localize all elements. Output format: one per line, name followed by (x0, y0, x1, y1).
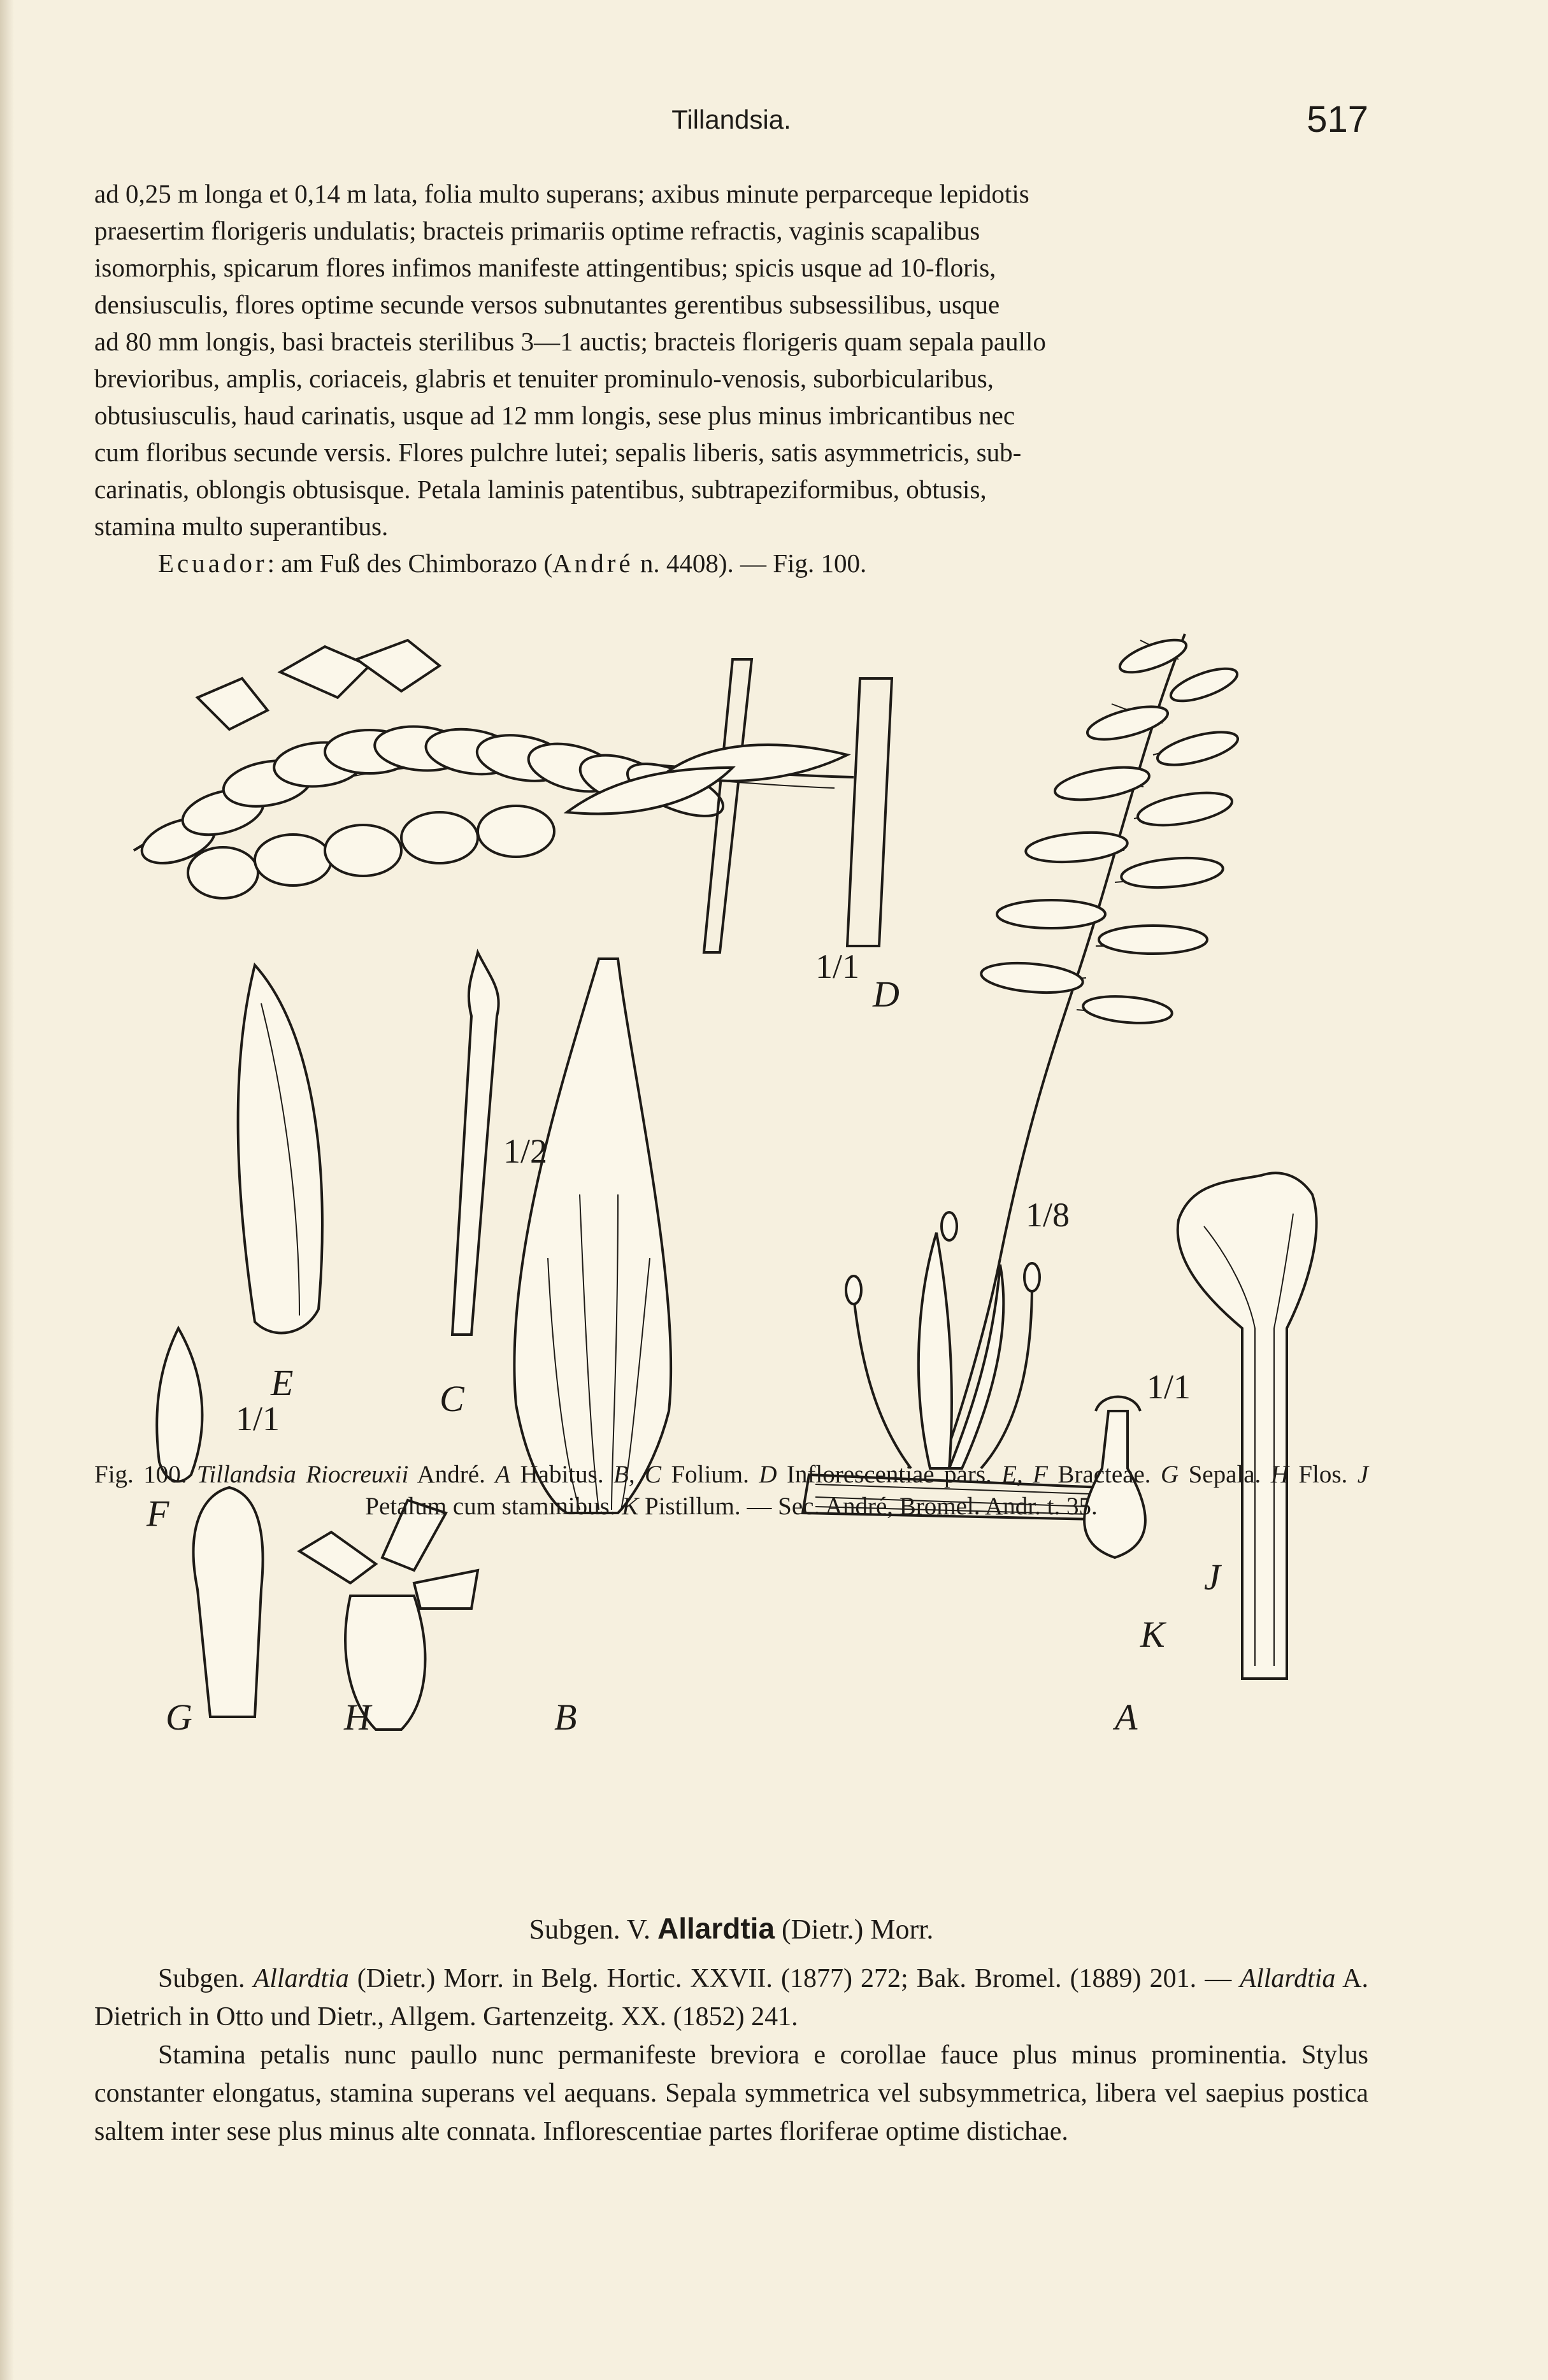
caption-part: Inflorescentiae pars. (777, 1461, 1002, 1488)
subgenus-authority: (Dietr.) Morr. (775, 1914, 934, 1945)
page-number: 517 (1307, 99, 1368, 140)
bract-e-drawing (238, 965, 322, 1333)
description-line: cum floribus secunde versis. Flores pulchre lutei; sepalis liberis, satis asymmetricis, sub- (94, 438, 1022, 467)
petal-drawing (1178, 1173, 1317, 1679)
botanical-illustration (108, 621, 1357, 1749)
running-title: Tillandsia. (671, 104, 791, 134)
label-f: F (147, 1493, 169, 1534)
caption-letter: A (495, 1461, 511, 1488)
caption-letter: K (622, 1493, 639, 1520)
caption-part: Petalum cum staminibus. (365, 1493, 622, 1520)
label-a: A (1115, 1696, 1138, 1738)
leaf-drawing (514, 959, 671, 1513)
caption-source: — Sec. André, Bromel. Andr. t. 35. (747, 1493, 1098, 1520)
reference-citation: A. Dietrich in Otto und Dietr., Allgem. Gartenzeitg. XX. (1852) 241. (94, 1964, 1369, 2032)
locality-specimen: n. 4408). — Fig. 100. (633, 548, 867, 578)
description-line: brevioribus, amplis, coriaceis, glabris et tenuiter prominulo-venosis, suborbicularibus, (94, 364, 994, 393)
subgenus-text (94, 1960, 1368, 2151)
subgenus-description: Stamina petalis nunc paullo nunc permanifeste breviora e corollae fauce plus minus prominentia. Stylus constanter elongatus, stamina superans vel aequans. Sepala symmetrica vel subsymmetrica, libera vel saepius postica saltem inter sese plus minus alte connata. Inflorescentiae partes floriferae optime distichae. (94, 2040, 1368, 2146)
figure-caption (94, 1459, 1368, 1523)
locality-text: : am Fuß des Chimborazo ( (267, 548, 553, 578)
petal-pistil-scale: 1/1 (1147, 1368, 1191, 1406)
caption-letter: G (1160, 1461, 1179, 1488)
running-head (94, 96, 1368, 147)
binding-shadow (0, 0, 14, 2380)
description-line: obtusiusculis, haud carinatis, usque ad 12 mm longis, sese plus minus imbricantibus nec (94, 401, 1015, 430)
figure-100 (108, 621, 1357, 1749)
subgenus-name: Allardtia (657, 1912, 775, 1945)
label-e: E (271, 1362, 294, 1403)
locality-country: Ecuador (158, 548, 268, 578)
description-line: stamina multo superantibus. (94, 512, 389, 541)
description-line: carinatis, oblongis obtusisque. Petala laminis patentibus, subtrapeziformibus, obtusis, (94, 475, 987, 504)
caption-letter: E, F (1001, 1461, 1048, 1488)
description-line: ad 80 mm longis, basi bracteis sterilibus 3—1 auctis; bracteis florigeris quam sepala paullo (94, 327, 1046, 356)
leaf-tip-drawing (452, 952, 499, 1335)
label-c: C (440, 1378, 464, 1419)
bract-scale: 1/1 (236, 1400, 280, 1438)
caption-letter: B, C (613, 1461, 662, 1488)
caption-part: Habitus. (510, 1461, 613, 1488)
caption-letter: J (1357, 1461, 1368, 1488)
reference-citation: (Dietr.) Morr. in Belg. Hortic. XXVII. (1877) 272; Bak. Bromel. (1889) 201. — (348, 1964, 1240, 1993)
label-j: J (1204, 1556, 1221, 1598)
subgenus-heading (94, 1911, 1368, 1946)
locality-line (94, 545, 1368, 582)
caption-letter: D (759, 1461, 777, 1488)
locality-collector: André (552, 548, 634, 578)
caption-fig-number: Fig. 100. (94, 1461, 187, 1488)
caption-species: Tillandsia Riocreuxii (196, 1461, 409, 1488)
label-b: B (554, 1696, 577, 1738)
caption-author: André. (408, 1461, 496, 1488)
label-k: K (1140, 1614, 1165, 1655)
inflorescence-scale: 1/1 (815, 947, 860, 986)
caption-part: Flos. (1288, 1461, 1358, 1488)
description-line: isomorphis, spicarum flores infimos manifeste attingentibus; spicis usque ad 10-floris, (94, 253, 996, 282)
flower-drawing (299, 1500, 478, 1730)
caption-part: Sepala. (1179, 1461, 1271, 1488)
inflorescence-drawing (134, 640, 892, 952)
reference-name: Allardtia (1240, 1964, 1336, 1993)
caption-part: Pistillum. (638, 1493, 747, 1520)
caption-part: Folium. (661, 1461, 759, 1488)
subgenus-references (94, 1960, 1368, 2036)
reference-prefix: Subgen. (158, 1964, 254, 1993)
label-h: H (344, 1696, 371, 1738)
caption-letter: H (1270, 1461, 1289, 1488)
leaf-scale: 1/2 (503, 1132, 548, 1170)
species-description (94, 175, 1368, 582)
description-line: densiusculis, flores optime secunde versos subnutantes gerentibus subsessilibus, usque (94, 290, 1000, 319)
caption-part: Bracteae. (1048, 1461, 1161, 1488)
reference-name: Allardtia (253, 1964, 349, 1993)
label-g: G (166, 1696, 192, 1738)
description-line: ad 0,25 m longa et 0,14 m lata, folia multo superans; axibus minute perparceque lepidotis (94, 179, 1029, 208)
habit-scale: 1/8 (1026, 1196, 1070, 1234)
description-line: praesertim florigeris undulatis; bracteis primariis optime refractis, vaginis scapalibus (94, 216, 980, 245)
subgenus-prefix: Subgen. V. (529, 1914, 657, 1945)
label-d: D (873, 973, 899, 1015)
